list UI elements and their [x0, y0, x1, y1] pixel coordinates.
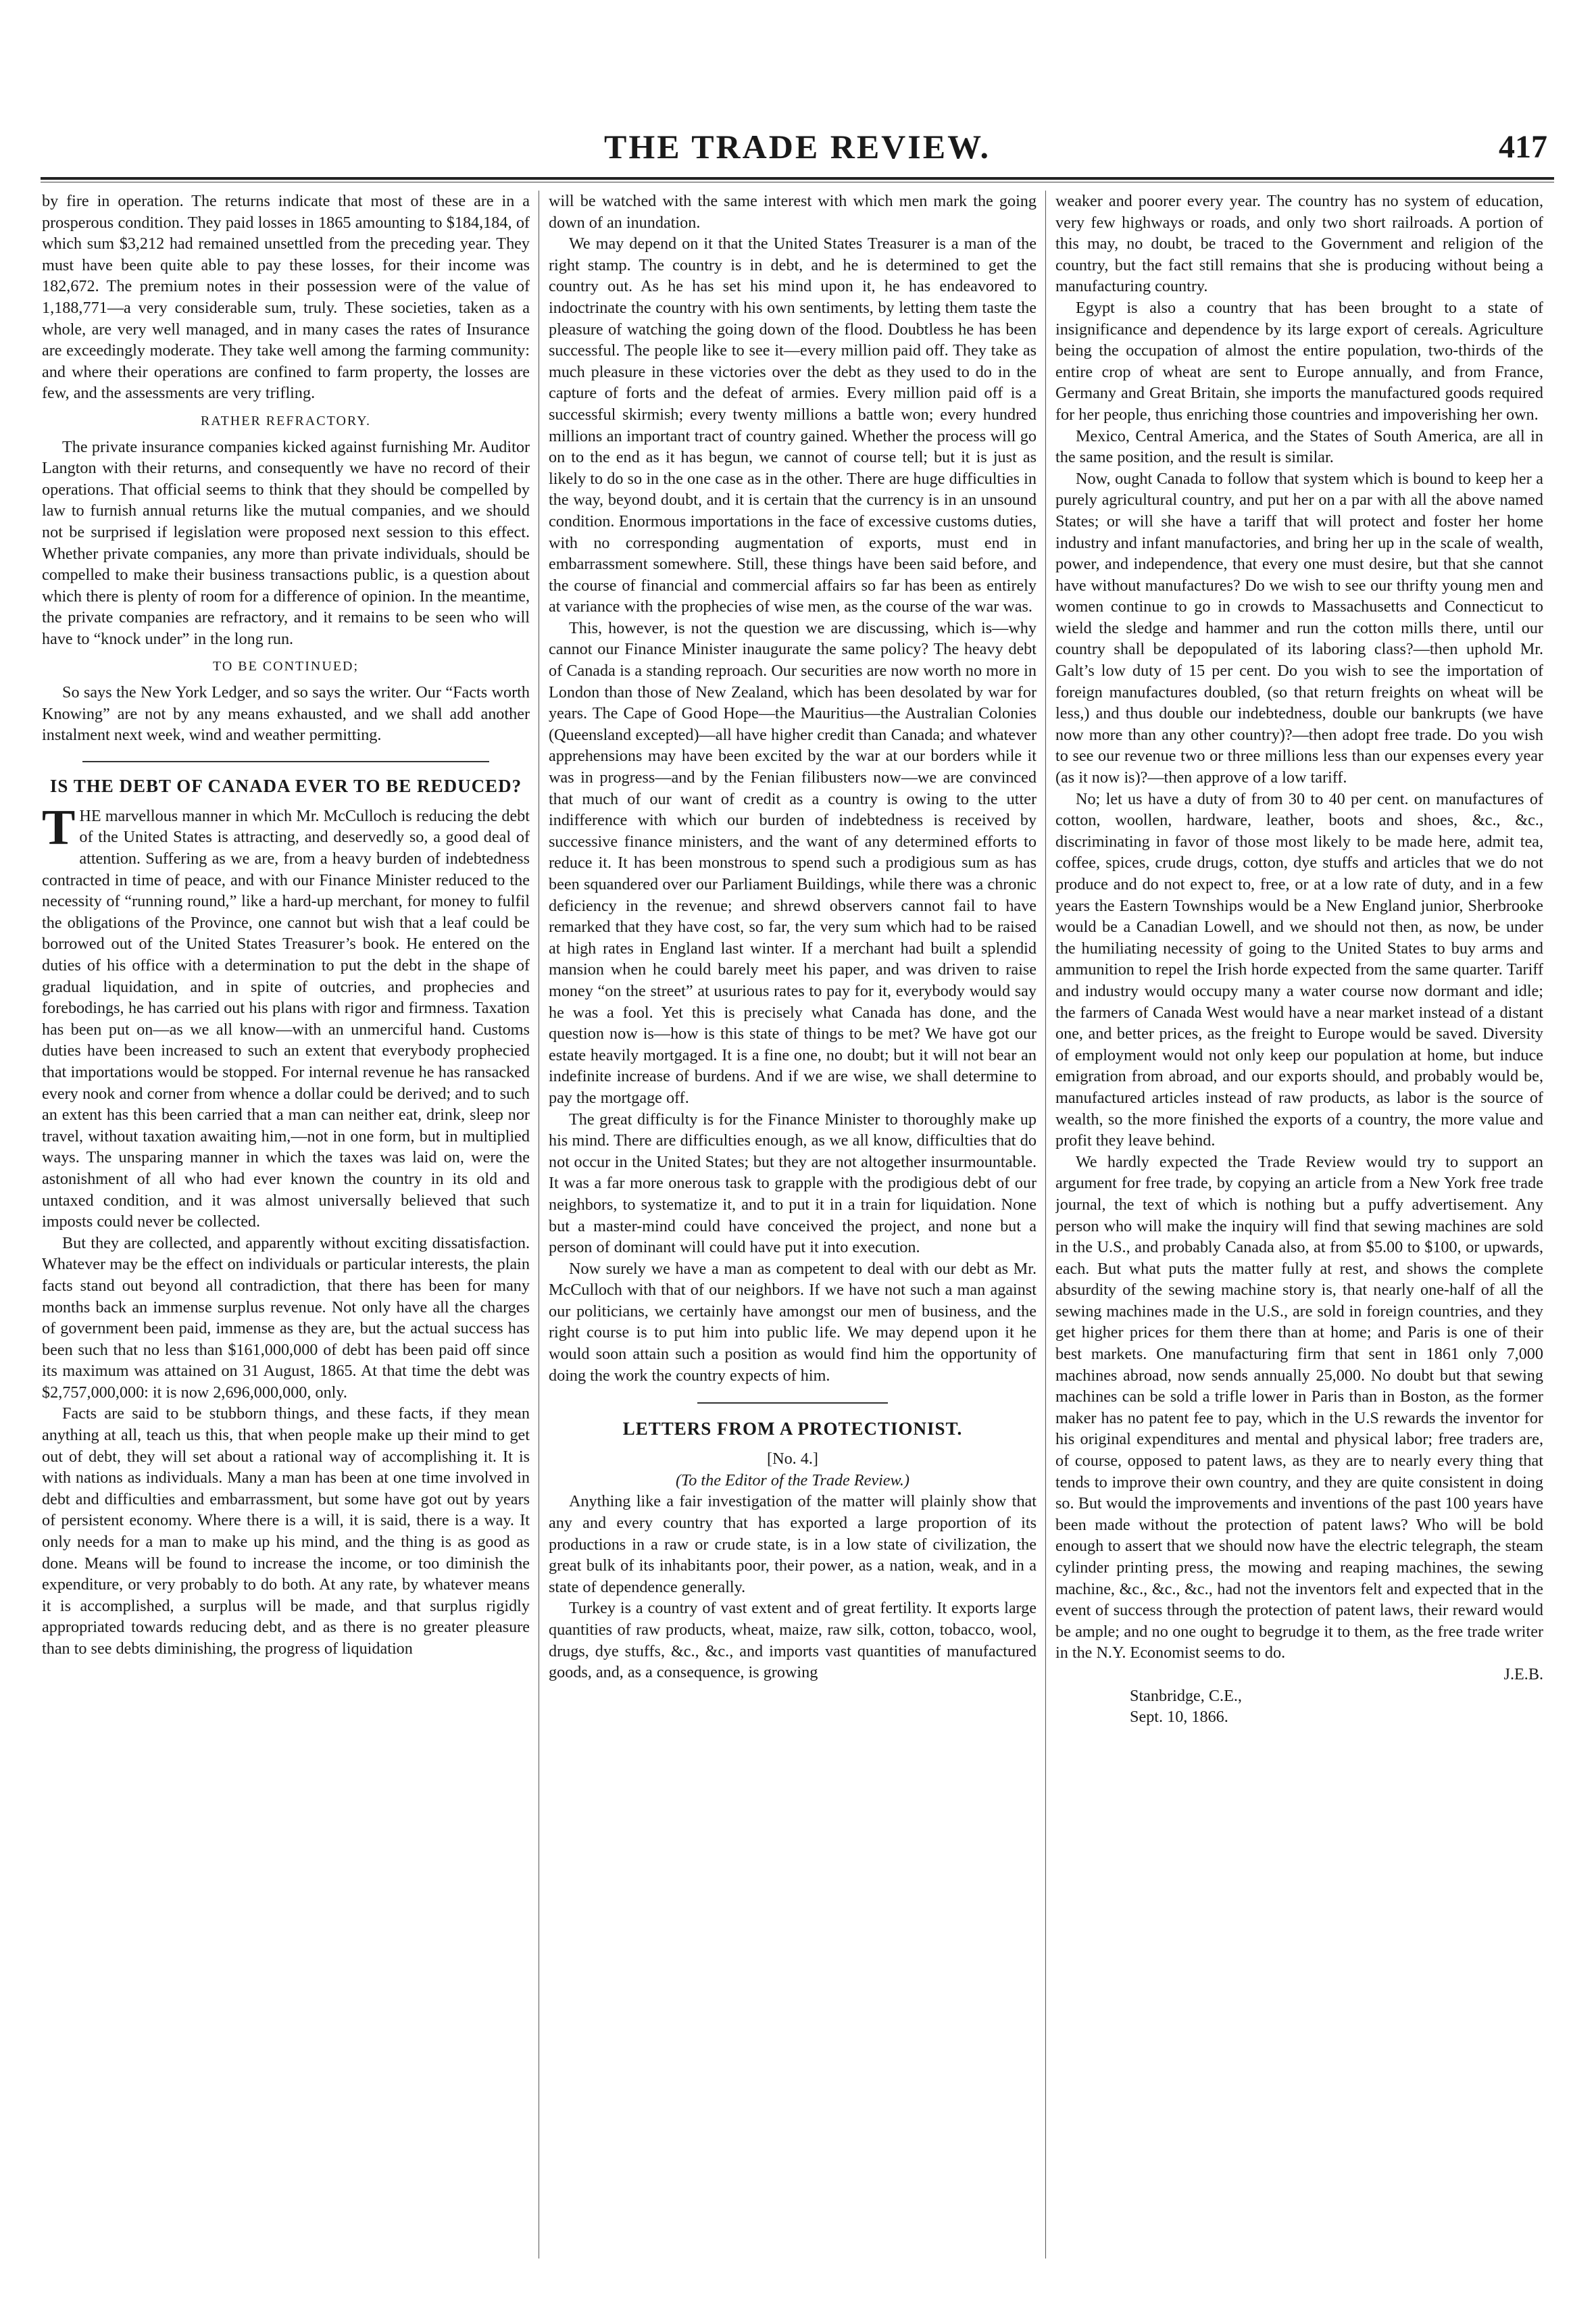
column-2 — [549, 191, 1037, 2259]
letter-addressee: (To the Editor of the Trade Review.) — [676, 1471, 909, 1489]
paragraph — [42, 799, 530, 1233]
paragraph: The great difficulty is for the Finance Minister to thoroughly make up his mind. There are difficulties enough, as we all know, difficulties that do not occur in the United States; but they are not altogether insurmountable. It was a far more onerous task to grapple with the prodigious debt of our neighbors, to systematize it, and to put it in a train for liquidation. None but a master-mind could have conceived the project, and none but a person of dominant will could have put it into execution. — [549, 1110, 1037, 1257]
paragraph: Now, ought Canada to follow that system which is bound to keep her a purely agricultural country, and put her on a par with all the above named States; or will she have a tariff that will protect and foster her home industry and infant manufactories, and bring her up in the scale of wealth, power, and independence, that every one must desire, but that she cannot have without manufactures? Do we wish to see our thrifty young men and women continue to go in crowds to Massachusetts and Connecticut to wield the sledge and hammer and run the cotton mills there, until our country shall be depopulated of its laboring class?—then uphold Mr. Galt’s low duty of 15 per cent. Do you wish to see the importation of foreign manufactures doubled, (so that return freights on wheat will be less,) and thus double our indebtedness, double our bankrupts (we have now more than any other country)?—then adopt free trade. Do you wish to see our revenue two or three millions less than our expenses every year (as it now is)?—then approve of a low tariff. — [1055, 469, 1543, 787]
column-3 — [1055, 191, 1543, 2259]
page-number: 417 — [1499, 129, 1547, 165]
subheading: TO BE CONTINUED; — [212, 659, 359, 674]
paragraph: But they are collected, and apparently without exciting dissatisfaction. Whatever may be the effect on individuals or particular interests, the plain facts stand out beyond all contradiction, that there has been for many months back an immense surplus revenue. Not only have all the charges of government been paid, immense as they are, but the actual success has been such that no less than $161,000,000 of debt has been paid off since its maximum was attained on 31 August, 1865. At that time the debt was $2,757,000,000: it is now 2,696,000,000, only. — [42, 1233, 530, 1402]
paragraph: Egypt is also a country that has been brought to a state of insignificance and dependence by its large export of cereals. Agriculture being the occupation of almost the entire population, two-thirds of the entire crop of wheat are sent to Europe annually, and from France, Germany and Great Britain, she imports the manufactured goods required for her people, thus enriching those countries and impoverishing her own. — [1055, 298, 1543, 424]
signature-initials: J.E.B. — [1503, 1664, 1543, 1683]
paragraph: will be watched with the same interest with which men mark the going down of an inundation. — [549, 192, 1037, 232]
paragraph: So says the New York Ledger, and so says the writer. Our “Facts worth Knowing” are not by any means exhausted, and we shall add another instalment next week, wind and weather permitting. — [42, 683, 530, 745]
paragraph: No; let us have a duty of from 30 to 40 per cent. on manufactures of cotton, woollen, hardware, leather, boots and shoes, &c., &c., discriminating in favor of those most likely to be made here, admit tea, coffee, spices, crude drugs, cotton, dye stuffs and articles that we do not produce and do not expect to, free, or at a low rate of duty, and in a few years the Eastern Townships would be a New England junior, Sherbrooke would be a Canadian Lowell, and we should not then, as now, be under the humiliating necessity of going to the United States to buy arms and ammunition to repel the Irish horde expected from the same quarter. Tariff and industry would occupy many a water course now dormant and idle; the farmers of Canada West would have a near market instead of a distant one, and better prices, as the freight to Europe would be saved. Diversity of employment would not only keep our population at home, but induce emigration from abroad, and our exports should, and probably would be, manufactured articles instead of raw products, as labor is the source of wealth, so the more finished the exports of a country, the more value and profit they leave behind. — [1055, 789, 1543, 1150]
signature-place: Stanbridge, C.E., — [1130, 1686, 1242, 1705]
paragraph: Mexico, Central America, and the States of South America, are all in the same position, and the result is similar. — [1055, 426, 1543, 467]
section-rule — [697, 1402, 888, 1404]
article-heading: IS THE DEBT OF CANADA EVER TO BE REDUCED? — [49, 775, 522, 796]
column-divider — [1045, 191, 1046, 2259]
publication-title: THE TRADE REVIEW. — [604, 128, 991, 166]
paragraph: by fire in operation. The returns indicate that most of these are in a prosperous condition. They paid losses in 1865 amounting to $184,184, of which sum $3,212 had remained unsettled from the preceding year. They must have been quite able to pay these losses, for their income was 182,672. The premium notes in their possession were of the value of 1,188,771—a very considerable sum, truly. These societies, taken as a whole, are very well managed, and in many cases the rates of Insurance are exceedingly moderate. They take well among the farming community: and where their operations are confined to farm property, the losses are few, and the assessments are very trifling. — [42, 192, 530, 403]
paragraph: This, however, is not the question we are discussing, which is—why cannot our Finance Minister inaugurate the same policy? The heavy debt of Canada is a standing reproach. Our securities are now worth no more in London than those of New Zealand, which has been desolated by war for years. The Cape of Good Hope—the Mauritius—the Australian Colonies (Queensland excepted)—all have higher credit than Canada; and whatever apprehensions may have been excited by the war at our borders while it was in progress—and by the Fenian filibusters now—we are convinced that much of our want of credit as a country is owing to the utter indifference with which our burden of indebtedness is received by successive finance ministers, and the want of any determined efforts to reduce it. It has been monstrous to spend such a prodigious sum as has been squandered over our Parliament Buildings, while there was a chronic deficiency in the revenue; and shrewd observers cannot fail to have remarked that they have cost, so far, the very sum which had to be raised at high rates in England last winter. If a merchant had built a splendid mansion when he could barely meet his paper, and was driven to raise money “on the street” at usurious rates to pay for it, everybody would say he was a fool. Yet this is precisely what Canada has done, and the question now is—how is this state of things to be met? We have got our estate heavily mortgaged. It is a fine one, no doubt; but it will not bear an indefinite increase of burdens. And if we are wise, we shall determine to pay the mortgage off. — [549, 618, 1037, 1107]
article-heading: LETTERS FROM A PROTECTIONIST. — [622, 1418, 963, 1439]
paragraph: Now surely we have a man as competent to deal with our debt as Mr. McCulloch with that of our neighbors. If we have not such a man against our politicians, we certainly have amongst our men of business, and the right course is to put him into public life. We may depend upon it he would soon attain such a position as would find him the opportunity of doing the work the country expects of him. — [549, 1259, 1037, 1385]
paragraph: We may depend on it that the United States Treasurer is a man of the right stamp. The country is in debt, and he is determined to get the country out. As he has set his mind upon it, he has endeavored to indoctrinate the country with his own sentiments, by letting them taste the pleasure of watching the going down of the flood. Doubtless he has been successful. The people like to see it—every million paid off. They take as much pleasure in these victories over the debt as they used to do in the capture of forts and the defeat of armies. Every million paid off is a successful skirmish; every twenty millions a battle won; every hundred millions an important tract of country gained. Whether the process will go on to the end as it has begun, we cannot of course tell; but it is just as likely to do so in the one case as in the other. There are huge difficulties in the way, beyond doubt, and it is certain that the currency is in an unsound condition. Enormous importations in the face of excessive customs duties, with no corresponding augmentation of exports, must end in embarrassment somewhere. Still, these things have been said before, and the course of financial and commercial affairs so far has been as entirely at variance with the prophecies of wise men, as the course of the war was. — [549, 235, 1037, 616]
paragraph-text: HE marvellous manner in which Mr. McCulloch is reducing the debt of the United States is attracting, and deservedly so, a good deal of attention. Suffering as we are, from a heavy burden of indebtedness contracted in time of peace, and with our Finance Minister reduced to the necessity of “running round,” like a hard-up merchant, for money to fulfil the obligations of the Province, one cannot but wish that a leaf could be borrowed out of the United States Treasurer’s book. He entered on the duties of his office with a determination to put the debt in the shape of gradual liquidation, and in spite of outcries, and prophecies and forebodings, he has carried out his plans with rigor and firmness. Taxation has been put on—as we all know—with an unmerciful hand. Customs duties have been increased to such an extent that everybody prophecied that importations would be stopped. For internal revenue he has ransacked every nook and corner from whence a dollar could be derived; and to such an extent has this been carried that a man can neither eat, drink, sleep nor travel, without taxation awaiting him,—not in one form, but in multiplied ways. The unsparing manner in which the taxes was laid on, were the astonishment of all who had ever known the country in its old and untaxed condition, and it was almost universally believed that such imposts could never be collected. — [42, 806, 530, 1231]
letter-number: [No. 4.] — [767, 1450, 818, 1468]
paragraph: Facts are said to be stubborn things, and these facts, if they mean anything at all, teach us this, that when people make up their mind to get out of debt, they will set about a rational way of accomplishing it. It is with nations as individuals. Many a man has been at one time involved in debt and difficulties and embarrassment, but some have got out by years of persistent economy. Where there is a will, it is said, there is a way. It only needs for a man to make up his mind, and the thing is as good as done. Means will be found to increase the income, or too diminish the expenditure, or very probably to do both. At any rate, by whatever means it is accomplished, a surplus will be made, and that surplus rigidly appropriated towards reducing debt, and as there is no greater pleasure than to see debts diminishing, the progress of liquidation — [42, 1404, 530, 1658]
paragraph: We hardly expected the Trade Review would try to support an argument for free trade, by copying an article from a New York free trade journal, the text of which is nothing but a puffy advertisement. Any person who will make the inquiry will find that sewing machines are sold in the U.S., and probably Canada also, at from $5.00 to $100, or upwards, each. But what puts the matter fully at rest, and shows the complete absurdity of the sewing machine story is, that nearly one-half of all the sewing machines made in the U.S., are sold in foreign countries, and they get higher prices for them there than at home; and Paris is one of their best markets. One manufacturing firm that sent in 1861 only 7,000 machines abroad, now sends annually 25,000. No doubt but that sewing machines can be sold a trifle lower in Paris than in Boston, as the former maker has no patent fee to pay, which in the U.S rewards the inventor for his original expenditures and mental and physical labor; free traders are, of course, opposed to patent laws, as they are to nearly every thing that tends to improve their own country, and they are quite consistent in doing so. But would the improvements and inventions of the past 100 years have been made without the protection of patent laws? Who will be bold enough to assert that we should now have the electric telegraph, the steam cylinder printing press, the mowing and reaping machines, the sewing machine, &c., &c., &c., had not the inventors felt and expected that in the event of success through the protection of patent laws, their reward would be ample; and no one ought to begrudge it to them, as the free trade writer in the N.Y. Economist seems to do. — [1055, 1152, 1543, 1662]
paragraph: Anything like a fair investigation of the matter will plainly show that any and every country that has exported a large proportion of its productions in a raw or crude state, is in a low state of civilization, the great bulk of its inhabitants poor, their power, as a nation, weak, and in a state of dependence generally. — [549, 1492, 1037, 1596]
paragraph: weaker and poorer every year. The country has no system of education, very few highways or roads, and only two short railroads. A portion of this may, no doubt, be traced to the Government and religion of the country, but the fact still remains that she is producing without being a manufacturing country. — [1055, 192, 1543, 296]
signature-date: Sept. 10, 1866. — [1130, 1708, 1228, 1727]
paragraph: Turkey is a country of vast extent and of great fertility. It exports large quantities of raw products, wheat, maize, raw silk, cotton, tobacco, wool, drugs, dye stuffs, &c., &c., and imports vast quantities of manufactured goods, and, as a consequence, is growing — [549, 1599, 1037, 1682]
masthead-rule — [41, 177, 1554, 180]
paragraph: The private insurance companies kicked against furnishing Mr. Auditor Langton with their returns, and consequently we have no record of their operations. That official seems to think that they should be compelled by law to furnish annual returns like the mutual companies, and we should not be surprised if legislation were proposed next session to this effect. Whether private companies, any more than private individuals, should be compelled to make their business transactions public, is a question about which there is plenty of room for a difference of opinion. In the meantime, the private companies are refractory, and it remains to be seen who will have to “knock under” in the long run. — [42, 437, 530, 648]
column-1 — [42, 191, 530, 2259]
drop-cap: T — [42, 799, 76, 856]
subheading: RATHER REFRACTORY. — [201, 413, 371, 428]
masthead — [41, 127, 1554, 174]
section-rule — [82, 761, 489, 762]
